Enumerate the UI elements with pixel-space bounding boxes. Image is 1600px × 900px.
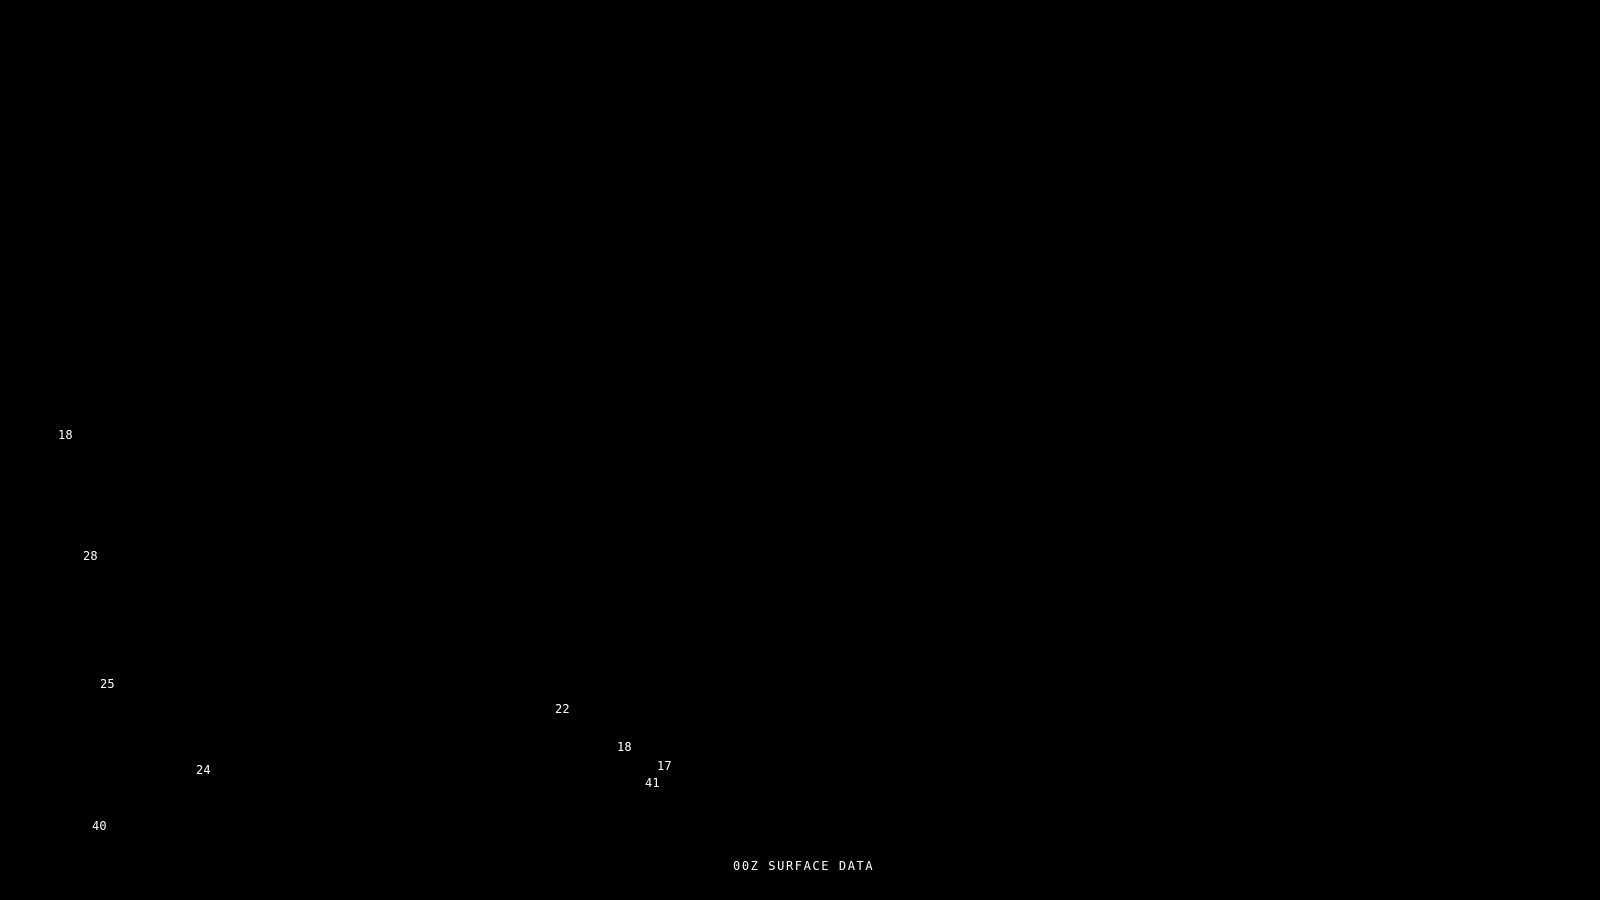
station-observation: 40 xyxy=(92,819,107,833)
station-observation: 25 xyxy=(100,677,115,691)
chart-caption: 00Z SURFACE DATA xyxy=(733,859,875,873)
station-observation: 17 xyxy=(657,759,672,773)
station-observation: 28 xyxy=(83,549,98,563)
station-observation: 18 xyxy=(617,740,632,754)
station-observation: 41 xyxy=(645,776,660,790)
station-observation: 22 xyxy=(555,702,570,716)
station-observation: 24 xyxy=(196,763,211,777)
station-observation: 18 xyxy=(58,428,73,442)
